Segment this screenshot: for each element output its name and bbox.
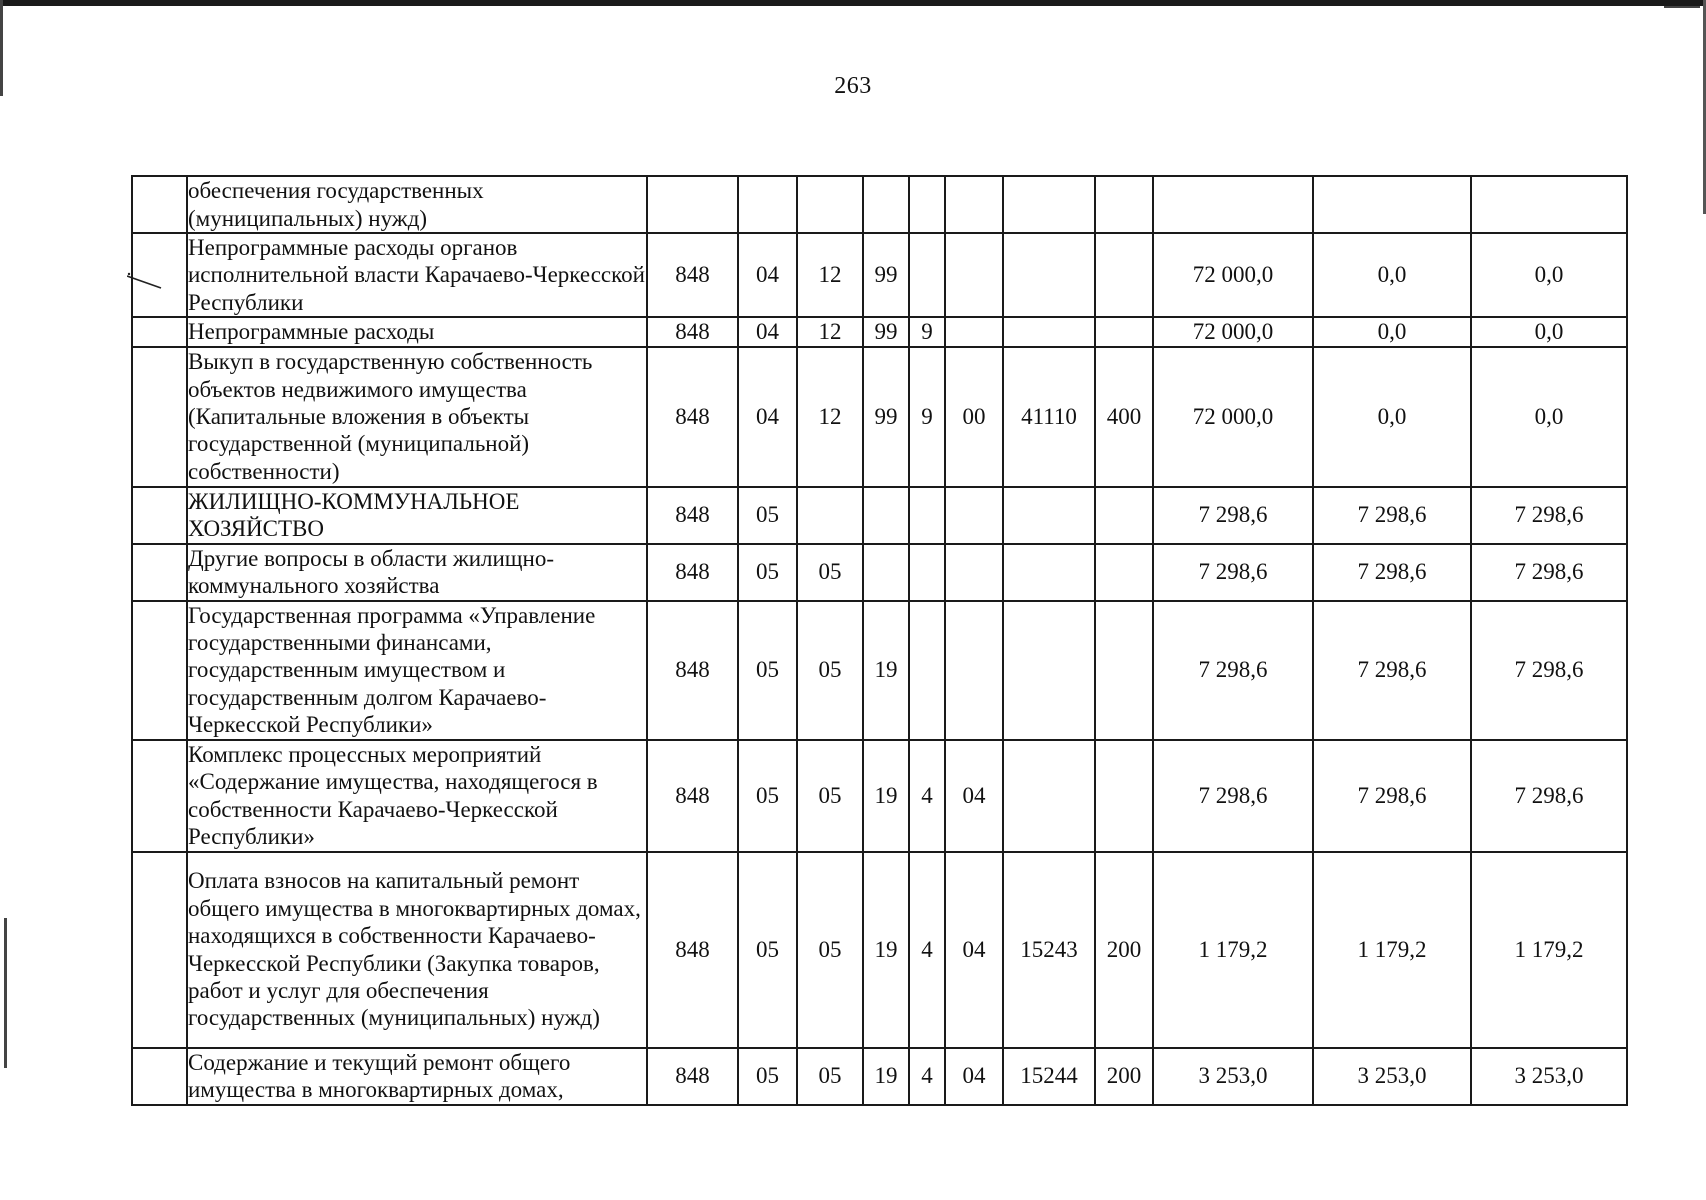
- expense-name-cell: Содержание и текущий ремонт общего имущества в многоквартирных домах,: [187, 1048, 647, 1105]
- amount-year-3-cell: [1471, 176, 1627, 233]
- expense-type-code-cell: [1095, 317, 1153, 346]
- activity-code-cell: 04: [945, 740, 1003, 852]
- amount-year-1-cell: 72 000,0: [1153, 347, 1313, 487]
- amount-year-2-cell: 7 298,6: [1313, 740, 1471, 852]
- expense-type-code-cell: 400: [1095, 347, 1153, 487]
- row-index-cell: [132, 1048, 187, 1105]
- amount-year-2-cell: 7 298,6: [1313, 601, 1471, 740]
- row-index-cell: [132, 347, 187, 487]
- section-code-cell: 05: [738, 601, 797, 740]
- expense-type-code-cell: [1095, 544, 1153, 601]
- subsection-code-cell: 05: [797, 740, 863, 852]
- direction-code-cell: [1003, 487, 1095, 544]
- subsection-code-cell: [797, 176, 863, 233]
- amount-year-1-cell: [1153, 176, 1313, 233]
- section-code-cell: 05: [738, 544, 797, 601]
- program-code-cell: 19: [863, 740, 909, 852]
- subprogram-code-cell: 4: [909, 852, 945, 1048]
- expense-type-code-cell: [1095, 740, 1153, 852]
- program-code-cell: [863, 176, 909, 233]
- ministry-code-cell: 848: [647, 487, 738, 544]
- amount-year-3-cell: 7 298,6: [1471, 601, 1627, 740]
- table-row: [132, 487, 1627, 544]
- amount-year-1-cell: 7 298,6: [1153, 544, 1313, 601]
- row-index-cell: [132, 740, 187, 852]
- amount-year-1-cell: 3 253,0: [1153, 1048, 1313, 1105]
- activity-code-cell: [945, 317, 1003, 346]
- amount-year-2-cell: 0,0: [1313, 317, 1471, 346]
- activity-code-cell: [945, 233, 1003, 317]
- subprogram-code-cell: 4: [909, 1048, 945, 1105]
- subsection-code-cell: 05: [797, 601, 863, 740]
- direction-code-cell: 41110: [1003, 347, 1095, 487]
- amount-year-2-cell: 0,0: [1313, 233, 1471, 317]
- program-code-cell: 19: [863, 852, 909, 1048]
- expense-name-cell: Оплата взносов на капитальный ремонт общего имущества в многоквартирных домах, находящихся в собственности Карачаево-Черкесской Республики (Закупка товаров, работ и услуг для обеспечения государственных (муниципальных) нужд): [187, 852, 647, 1048]
- program-code-cell: 19: [863, 1048, 909, 1105]
- table-row: [132, 176, 1627, 233]
- row-index-cell: [132, 176, 187, 233]
- table-row: [132, 317, 1627, 346]
- ministry-code-cell: 848: [647, 852, 738, 1048]
- expense-name-cell: Непрограммные расходы органов исполнительной власти Карачаево-Черкесской Республики: [187, 233, 647, 317]
- scan-top-border: [0, 0, 1706, 6]
- ministry-code-cell: 848: [647, 347, 738, 487]
- scan-left-edge-mark: [4, 918, 7, 1068]
- direction-code-cell: [1003, 601, 1095, 740]
- section-code-cell: 04: [738, 233, 797, 317]
- direction-code-cell: [1003, 544, 1095, 601]
- row-index-cell: [132, 601, 187, 740]
- subprogram-code-cell: [909, 544, 945, 601]
- row-index-cell: [132, 233, 187, 317]
- table-row: [132, 347, 1627, 487]
- amount-year-2-cell: 7 298,6: [1313, 487, 1471, 544]
- expense-type-code-cell: [1095, 176, 1153, 233]
- expense-name-cell: ЖИЛИЩНО-КОММУНАЛЬНОЕ ХОЗЯЙСТВО: [187, 487, 647, 544]
- activity-code-cell: [945, 544, 1003, 601]
- subprogram-code-cell: 9: [909, 347, 945, 487]
- amount-year-3-cell: 3 253,0: [1471, 1048, 1627, 1105]
- row-index-cell: [132, 487, 187, 544]
- direction-code-cell: [1003, 233, 1095, 317]
- row-index-cell: [132, 852, 187, 1048]
- row-index-cell: [132, 544, 187, 601]
- program-code-cell: [863, 544, 909, 601]
- amount-year-3-cell: 7 298,6: [1471, 487, 1627, 544]
- subprogram-code-cell: [909, 233, 945, 317]
- subprogram-code-cell: 9: [909, 317, 945, 346]
- direction-code-cell: 15243: [1003, 852, 1095, 1048]
- amount-year-3-cell: 0,0: [1471, 347, 1627, 487]
- amount-year-1-cell: 7 298,6: [1153, 740, 1313, 852]
- subsection-code-cell: 12: [797, 347, 863, 487]
- expense-name-cell: Государственная программа «Управление государственными финансами, государственным имуществом и государственным долгом Карачаево-Черкесской Республики»: [187, 601, 647, 740]
- ministry-code-cell: 848: [647, 601, 738, 740]
- subsection-code-cell: 05: [797, 1048, 863, 1105]
- ministry-code-cell: 848: [647, 1048, 738, 1105]
- amount-year-3-cell: 0,0: [1471, 317, 1627, 346]
- table-row: [132, 601, 1627, 740]
- section-code-cell: 04: [738, 347, 797, 487]
- scan-corner-mark: [1664, 6, 1700, 8]
- amount-year-1-cell: 1 179,2: [1153, 852, 1313, 1048]
- direction-code-cell: [1003, 317, 1095, 346]
- ministry-code-cell: [647, 176, 738, 233]
- ministry-code-cell: 848: [647, 544, 738, 601]
- direction-code-cell: [1003, 176, 1095, 233]
- expense-type-code-cell: [1095, 233, 1153, 317]
- table-row: [132, 233, 1627, 317]
- expense-name-cell: Выкуп в государственную собственность объектов недвижимого имущества (Капитальные вложения в объекты государственной (муниципальной) собственности): [187, 347, 647, 487]
- program-code-cell: 99: [863, 233, 909, 317]
- section-code-cell: 04: [738, 317, 797, 346]
- amount-year-1-cell: 7 298,6: [1153, 487, 1313, 544]
- activity-code-cell: [945, 601, 1003, 740]
- amount-year-2-cell: 7 298,6: [1313, 544, 1471, 601]
- expense-name-cell: Комплекс процессных мероприятий «Содержание имущества, находящегося в собственности Карачаево-Черкесской Республики»: [187, 740, 647, 852]
- section-code-cell: [738, 176, 797, 233]
- amount-year-2-cell: 1 179,2: [1313, 852, 1471, 1048]
- amount-year-2-cell: [1313, 176, 1471, 233]
- program-code-cell: 19: [863, 601, 909, 740]
- table-row: [132, 1048, 1627, 1105]
- subsection-code-cell: 12: [797, 233, 863, 317]
- table-row: [132, 740, 1627, 852]
- amount-year-3-cell: 7 298,6: [1471, 740, 1627, 852]
- activity-code-cell: 04: [945, 1048, 1003, 1105]
- subsection-code-cell: [797, 487, 863, 544]
- amount-year-1-cell: 72 000,0: [1153, 233, 1313, 317]
- subsection-code-cell: 05: [797, 852, 863, 1048]
- amount-year-3-cell: 0,0: [1471, 233, 1627, 317]
- direction-code-cell: 15244: [1003, 1048, 1095, 1105]
- section-code-cell: 05: [738, 1048, 797, 1105]
- subsection-code-cell: 05: [797, 544, 863, 601]
- budget-table: [131, 175, 1628, 1106]
- table-row: [132, 852, 1627, 1048]
- expense-type-code-cell: [1095, 601, 1153, 740]
- activity-code-cell: [945, 176, 1003, 233]
- subprogram-code-cell: [909, 487, 945, 544]
- subprogram-code-cell: [909, 601, 945, 740]
- amount-year-1-cell: 7 298,6: [1153, 601, 1313, 740]
- section-code-cell: 05: [738, 740, 797, 852]
- subprogram-code-cell: [909, 176, 945, 233]
- activity-code-cell: [945, 487, 1003, 544]
- expense-type-code-cell: 200: [1095, 852, 1153, 1048]
- program-code-cell: [863, 487, 909, 544]
- expense-type-code-cell: [1095, 487, 1153, 544]
- section-code-cell: 05: [738, 487, 797, 544]
- amount-year-2-cell: 0,0: [1313, 347, 1471, 487]
- expense-name-cell: обеспечения государственных (муниципальных) нужд): [187, 176, 647, 233]
- activity-code-cell: 04: [945, 852, 1003, 1048]
- program-code-cell: 99: [863, 347, 909, 487]
- page-number: 263: [834, 73, 872, 99]
- expense-name-cell: Непрограммные расходы: [187, 317, 647, 346]
- section-code-cell: 05: [738, 852, 797, 1048]
- ministry-code-cell: 848: [647, 317, 738, 346]
- ministry-code-cell: 848: [647, 233, 738, 317]
- subsection-code-cell: 12: [797, 317, 863, 346]
- program-code-cell: 99: [863, 317, 909, 346]
- amount-year-1-cell: 72 000,0: [1153, 317, 1313, 346]
- direction-code-cell: [1003, 740, 1095, 852]
- table-row: [132, 544, 1627, 601]
- subprogram-code-cell: 4: [909, 740, 945, 852]
- ministry-code-cell: 848: [647, 740, 738, 852]
- amount-year-3-cell: 1 179,2: [1471, 852, 1627, 1048]
- amount-year-3-cell: 7 298,6: [1471, 544, 1627, 601]
- row-index-cell: [132, 317, 187, 346]
- expense-type-code-cell: 200: [1095, 1048, 1153, 1105]
- activity-code-cell: 00: [945, 347, 1003, 487]
- amount-year-2-cell: 3 253,0: [1313, 1048, 1471, 1105]
- expense-name-cell: Другие вопросы в области жилищно-коммунального хозяйства: [187, 544, 647, 601]
